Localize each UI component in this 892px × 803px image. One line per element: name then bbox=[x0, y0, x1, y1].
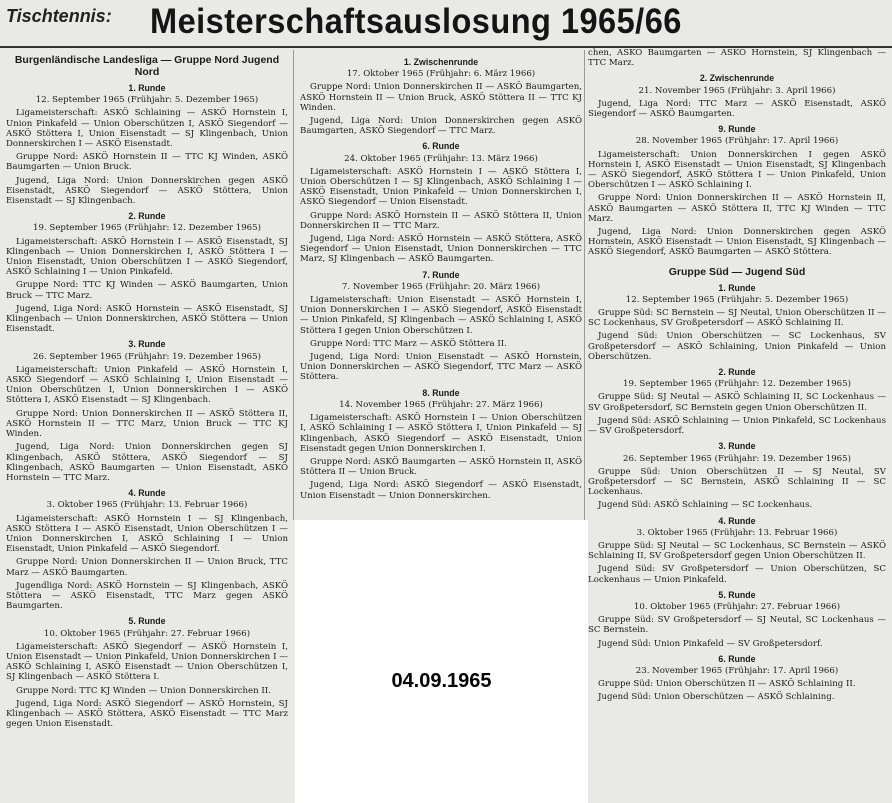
round-date: 21. November 1965 (Frühjahr: 3. April 1966) bbox=[638, 85, 836, 96]
fixture-paragraph: Gruppe Süd: Union Oberschützen II — SJ Neutal, SV Großpetersdorf — SC Bernstein, ASKÖ Schlaining II — SC Lockenhaus. bbox=[588, 466, 886, 498]
fixture-paragraph: Gruppe Süd: Union Oberschützen II — ASKÖ Schlaining II. bbox=[598, 679, 856, 690]
date-label-box bbox=[295, 520, 588, 803]
round-heading: 2. Runde bbox=[128, 211, 166, 222]
fixture-paragraph: Ligameisterschaft: ASKÖ Siegendorf — ASKÖ Hornstein I, Union Eisenstadt — Union Pinkafeld, Union Donnerskirchen I — ASKÖ Schlaining I, ASKÖ Eisenstadt — Union Oberschützen I, SJ Klingenbach — ASKÖ Stöttera I. bbox=[6, 641, 288, 683]
round-heading: 2. Zwischenrunde bbox=[699, 73, 775, 84]
round-heading: 3. Runde bbox=[128, 339, 166, 350]
fixture-paragraph: Jugend Süd: Union Pinkafeld — SV Großpetersdorf. bbox=[598, 638, 823, 649]
round-date: 19. September 1965 (Frühjahr: 12. Dezember 1965) bbox=[623, 379, 851, 390]
fixture-paragraph: Jugend, Liga Nord: ASKÖ Siegendorf — ASKÖ Eisenstadt, Union Eisenstadt — Union Donnerskirchen. bbox=[300, 480, 582, 501]
continued-text: chen, ASKÖ Baumgarten — ASKÖ Hornstein, SJ Klingenbach — TTC Marz. bbox=[588, 48, 886, 69]
fixture-paragraph: Gruppe Nord: TTC Marz — ASKÖ Stöttera II. bbox=[310, 338, 507, 349]
round-heading: 8. Runde bbox=[422, 387, 460, 398]
round-heading: 4. Runde bbox=[128, 488, 166, 499]
round-date: 14. November 1965 (Frühjahr: 27. März 1966) bbox=[339, 399, 543, 410]
rounds-list bbox=[6, 83, 288, 729]
column-2 bbox=[300, 52, 582, 522]
fixture-paragraph: Gruppe Süd: SV Großpetersdorf — SJ Neutal, SC Lockenhaus — SC Bernstein. bbox=[588, 615, 886, 636]
fixture-paragraph: Gruppe Nord: ASKÖ Hornstein II — ASKÖ Stöttera II, Union Donnerskirchen II — TTC Marz. bbox=[300, 210, 582, 231]
rounds-list bbox=[588, 73, 886, 257]
round-date: 7. November 1965 (Frühjahr: 20. März 1966) bbox=[341, 281, 541, 292]
section-title-sued: Gruppe Süd — Jugend Süd bbox=[668, 265, 806, 278]
fixture-paragraph: Jugendliga Nord: ASKÖ Hornstein — SJ Klingenbach, ASKÖ Stöttera — ASKÖ Eisenstadt, TTC Marz gegen ASKÖ Baumgarten. bbox=[6, 580, 288, 612]
fixture-paragraph: Jugend, Liga Nord: Union Donnerskirchen gegen ASKÖ Hornstein, ASKÖ Eisenstadt — Union Eisenstadt, SJ Klingenbach — ASKÖ Siegendorf, ASKÖ Baumgarten — ASKÖ Stöttera. bbox=[588, 227, 886, 258]
fixture-paragraph: Gruppe Süd: SJ Neutal — ASKÖ Schlaining II, SC Lockenhaus — SV Großpetersdorf, SC Bernstein gegen Union Oberschützen II. bbox=[588, 392, 886, 413]
round-date: 12. September 1965 (Frühjahr: 5. Dezember 1965) bbox=[625, 294, 849, 305]
round-date: 17. Oktober 1965 (Frühjahr: 6. März 1966) bbox=[346, 69, 536, 80]
fixture-paragraph: Jugend, Liga Nord: TTC Marz — ASKÖ Eisenstadt, ASKÖ Siegendorf — ASKÖ Baumgarten. bbox=[588, 98, 886, 120]
round-heading: 9. Runde bbox=[718, 124, 756, 135]
fixture-paragraph: Gruppe Süd: SC Bernstein — SJ Neutal, Union Oberschützen II — SC Lockenhaus, SV Großpetersdorf — ASKÖ Schlaining II. bbox=[588, 308, 886, 329]
fixture-paragraph: Jugend, Liga Nord: Union Eisenstadt — ASKÖ Hornstein, Union Donnerskirchen — ASKÖ Siegendorf, TTC Marz — ASKÖ Stöttera. bbox=[300, 352, 582, 383]
rounds-list bbox=[300, 57, 582, 501]
clipping-date: 04.09.1965 bbox=[391, 670, 492, 692]
fixture-paragraph: Ligameisterschaft: ASKÖ Hornstein I — ASKÖ Stöttera I, Union Oberschützen I — SJ Klingenbach, ASKÖ Schlaining I — ASKÖ Eisenstadt, Union Pinkafeld — Union Donnerskirchen I, ASKÖ Siegendorf — Union Eisenstadt. bbox=[300, 166, 582, 208]
fixture-paragraph: Gruppe Nord: Union Donnerskirchen II — ASKÖ Hornstein II, ASKÖ Baumgarten — ASKÖ Stöttera II, TTC KJ Winden — TTC Marz. bbox=[588, 193, 886, 224]
round-heading: 4. Runde bbox=[718, 515, 756, 526]
fixture-paragraph: Jugend Süd: ASKÖ Schlaining — Union Pinkafeld, SC Lockenhaus — SV Großpetersdorf. bbox=[588, 415, 886, 437]
fixture-paragraph: Ligameisterschaft: ASKÖ Hornstein I — SJ Klingenbach, ASKÖ Stöttera I — ASKÖ Eisenstadt, Union Oberschützen I — Union Donnerskirchen I, ASKÖ Schlaining I — Union Eisenstadt, Union Pinkafeld — ASKÖ Siegendorf. bbox=[6, 513, 288, 555]
fixture-paragraph: Ligameisterschaft: Union Eisenstadt — ASKÖ Hornstein I, Union Donnerskirchen I — ASKÖ Siegendorf, ASKÖ Eisenstadt — Union Pinkafeld, SJ Klingenbach — ASKÖ Schlaining I, ASKÖ Stöttera I gegen Union Oberschützen I. bbox=[300, 295, 582, 336]
fixture-paragraph: Gruppe Nord: TTC KJ Winden — ASKÖ Baumgarten, Union Bruck — TTC Marz. bbox=[6, 280, 288, 301]
fixture-paragraph: Ligameisterschaft: Union Donnerskirchen I gegen ASKÖ Hornstein I, ASKÖ Eisenstadt — Union Eisenstadt, SJ Klingenbach — ASKÖ Siegendorf, ASKÖ Stöttera I — Union Pinkafeld, Union Oberschützen I — ASKÖ Schlaining I. bbox=[588, 149, 886, 191]
round-heading: 2. Runde bbox=[718, 367, 756, 378]
fixture-paragraph: Jugend, Liga Nord: ASKÖ Hornstein — ASKÖ Stöttera, ASKÖ Siegendorf — Union Eisenstadt, Union Donnerskirchen — TTC Marz, SJ Klingenbach — ASKÖ Baumgarten. bbox=[300, 234, 582, 265]
fixture-paragraph: Jugend, Liga Nord: Union Donnerskirchen gegen ASKÖ Baumgarten, ASKÖ Siegendorf — TTC Marz. bbox=[300, 116, 582, 137]
round-date: 10. Oktober 1965 (Frühjahr: 27. Februar 1966) bbox=[43, 628, 251, 639]
fixture-paragraph: Gruppe Nord: Union Donnerskirchen II — ASKÖ Stöttera II, ASKÖ Hornstein II — TTC Marz, Union Bruck — TTC KJ Winden. bbox=[6, 408, 288, 440]
round-date: 3. Oktober 1965 (Frühjahr: 13. Februar 1966) bbox=[636, 527, 838, 538]
fixture-paragraph: Jugend, Liga Nord: ASKÖ Siegendorf — ASKÖ Hornstein, SJ Klingenbach — ASKÖ Stöttera, ASKÖ Eisenstadt — TTC Marz gegen Union Eisenstadt. bbox=[6, 698, 288, 730]
fixture-paragraph: Gruppe Süd: SJ Neutal — SC Lockenhaus, SC Bernstein — ASKÖ Schlaining II, SV Großpetersdorf gegen Union Oberschützen II. bbox=[588, 540, 886, 562]
round-heading: 1. Runde bbox=[718, 282, 756, 293]
fixture-paragraph: Jugend, Liga Nord: ASKÖ Hornstein — ASKÖ Eisenstadt, SJ Klingenbach — Union Donnerskirchen, ASKÖ Stöttera — Union Eisenstadt. bbox=[6, 303, 288, 335]
fixture-paragraph: Ligameisterschaft: ASKÖ Schlaining — ASKÖ Hornstein I, Union Pinkafeld — Union Oberschützen I, ASKÖ Siegendorf — ASKÖ Stöttera I, Union Eisenstadt — SJ Klingenbach, Union Donnerskirchen I — ASKÖ Eisenstadt. bbox=[6, 108, 288, 150]
round-date: 26. September 1965 (Frühjahr: 19. Dezember 1965) bbox=[33, 351, 261, 362]
round-heading: 1. Zwischenrunde bbox=[403, 57, 479, 67]
headline: Meisterschaftsauslosung 1965/66 bbox=[150, 2, 682, 41]
section-title-nord: Burgenländische Landesliga — Gruppe Nord Jugend Nord bbox=[14, 54, 280, 78]
fixture-paragraph: Jugend, Liga Nord: Union Donnerskirchen gegen ASKÖ Eisenstadt, ASKÖ Siegendorf — ASKÖ Stöttera, Union Eisenstadt — SJ Klingenbach. bbox=[6, 175, 288, 207]
column-1 bbox=[6, 52, 288, 802]
fixture-paragraph: Jugend Süd: ASKÖ Schlaining — SC Lockenhaus. bbox=[598, 500, 813, 511]
round-date: 23. November 1965 (Frühjahr: 17. April 1966) bbox=[635, 665, 839, 676]
fixture-paragraph: Gruppe Nord: Union Donnerskirchen II — Union Bruck, TTC Marz — ASKÖ Baumgarten. bbox=[6, 557, 288, 578]
fixture-paragraph: Jugend Süd: Union Oberschützen — ASKÖ Schlaining. bbox=[598, 692, 835, 703]
fixture-paragraph: Jugend Süd: SV Großpetersdorf — Union Oberschützen, SC Lockenhaus — Union Pinkafeld. bbox=[588, 564, 886, 585]
fixture-paragraph: Jugend, Liga Nord: Union Donnerskirchen gegen SJ Klingenbach, ASKÖ Stöttera, ASKÖ Siegendorf — SJ Klingenbach, ASKÖ Baumgarten — Union Eisenstadt, ASKÖ Hornstein — TTC Marz. bbox=[6, 442, 288, 483]
round-heading: 5. Runde bbox=[128, 616, 166, 627]
round-date: 12. September 1965 (Frühjahr: 5. Dezember 1965) bbox=[35, 95, 259, 106]
round-date: 3. Oktober 1965 (Frühjahr: 13. Februar 1966) bbox=[46, 500, 248, 511]
fixture-paragraph: Gruppe Nord: TTC KJ Winden — Union Donnerskirchen II. bbox=[16, 685, 271, 696]
fixture-paragraph: Ligameisterschaft: ASKÖ Hornstein I — ASKÖ Eisenstadt, SJ Klingenbach — Union Donnerskirchen I, ASKÖ Stöttera I — Union Eisenstadt, Union Oberschützen I — ASKÖ Siegendorf, ASKÖ Schlaining I — Union Pinkafeld. bbox=[6, 236, 288, 278]
round-heading: 3. Runde bbox=[718, 441, 756, 452]
column-3 bbox=[588, 48, 886, 798]
rounds-list bbox=[588, 283, 886, 703]
fixture-paragraph: Jugend Süd: Union Oberschützen — SC Lockenhaus, SV Großpetersdorf — ASKÖ Schlaining, Union Pinkafeld — Union Oberschützen. bbox=[588, 331, 886, 362]
round-heading: 7. Runde bbox=[422, 269, 460, 280]
fixture-paragraph: Gruppe Nord: ASKÖ Baumgarten — ASKÖ Hornstein II, ASKÖ Stöttera II — Union Bruck. bbox=[300, 456, 582, 478]
round-date: 24. Oktober 1965 (Frühjahr: 13. März 1966) bbox=[344, 153, 538, 164]
fixture-paragraph: Ligameisterschaft: ASKÖ Hornstein I — Union Oberschützen I, ASKÖ Schlaining I — ASKÖ Stöttera I, Union Pinkafeld — SJ Klingenbach, ASKÖ Siegendorf — ASKÖ Eisenstadt, Union Eisenstadt gegen Union Donnerskirchen I. bbox=[300, 413, 582, 454]
section-kicker: Tischtennis: bbox=[6, 6, 112, 26]
round-heading: 5. Runde bbox=[718, 589, 756, 600]
fixture-paragraph: Gruppe Nord: ASKÖ Hornstein II — TTC KJ Winden, ASKÖ Baumgarten — Union Bruck. bbox=[6, 152, 288, 173]
round-heading: 6. Runde bbox=[718, 653, 756, 664]
fixture-paragraph: Gruppe Nord: Union Donnerskirchen II — ASKÖ Baumgarten, ASKÖ Hornstein II — Union Bruck, ASKÖ Stöttera II — TTC KJ Winden. bbox=[300, 82, 582, 113]
column-divider bbox=[293, 50, 294, 520]
round-heading: 1. Runde bbox=[128, 83, 166, 93]
round-date: 19. September 1965 (Frühjahr: 12. Dezember 1965) bbox=[33, 223, 261, 234]
round-date: 10. Oktober 1965 (Frühjahr: 27. Februar 1966) bbox=[633, 601, 841, 612]
round-heading: 6. Runde bbox=[422, 141, 460, 152]
fixture-paragraph: Ligameisterschaft: Union Pinkafeld — ASKÖ Hornstein I, ASKÖ Siegendorf — ASKÖ Schlaining I, Union Eisenstadt — Union Oberschützen I, Union Donnerskirchen I — ASKÖ Stöttera I, ASKÖ Eisenstadt — SJ Klingenbach. bbox=[6, 364, 288, 406]
round-date: 28. November 1965 (Frühjahr: 17. April 1966) bbox=[635, 136, 839, 147]
round-date: 26. September 1965 (Frühjahr: 19. Dezember 1965) bbox=[623, 453, 851, 464]
